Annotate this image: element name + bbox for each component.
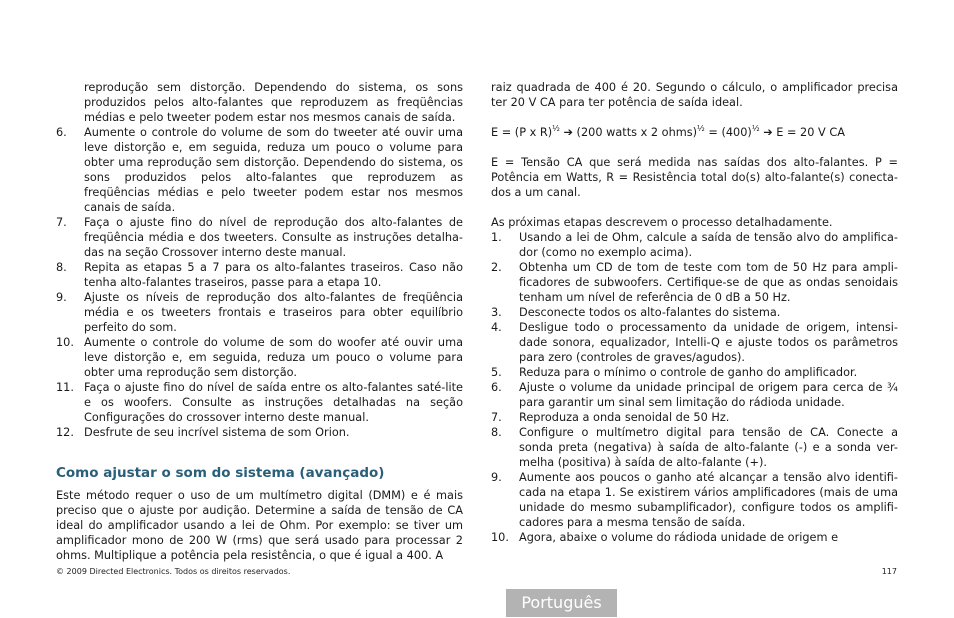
formula-part: E = (P x R) bbox=[491, 126, 553, 139]
list-number: 10. bbox=[56, 336, 74, 349]
copyright-notice: © 2009 Directed Electronics. Todos os direitos reservados. bbox=[56, 567, 291, 576]
list-text: Desfrute de seu incrível sistema de som Orion. bbox=[84, 426, 350, 439]
list-number: 3. bbox=[491, 306, 502, 319]
section-heading: Como ajustar o som do sistema (avançado) bbox=[56, 465, 385, 481]
list-item bbox=[491, 380, 898, 410]
list-number: 9. bbox=[491, 471, 502, 484]
list-text: Desconecte todos os alto-falantes do sistema. bbox=[519, 306, 781, 319]
formula-part: = (400) bbox=[704, 126, 752, 139]
list-number: 12. bbox=[56, 426, 74, 439]
list-number: 8. bbox=[56, 261, 67, 274]
list-text: Ajuste os níveis de reprodução dos alto-falantes de freqüência média e os tweeters frontais e traseiros para obter equilíbrio perfeito do som. bbox=[84, 291, 463, 334]
list-text: Obtenha um CD de tom de teste com tom de 50 Hz para ampli-ficadores de subwoofers. Certifique-se de que as ondas senoidais tenham um nível de referência de 0 dB a 50 Hz. bbox=[519, 261, 898, 304]
list-text: Configure o multímetro digital para tensão de CA. Conecte a sonda preta (negativa) à saída de alto-falante (-) e a sonda ver-melha (positiva) à saída de alto-falante (+). bbox=[519, 426, 898, 469]
list-item bbox=[56, 260, 463, 290]
list-item bbox=[491, 530, 898, 545]
page-number: 117 bbox=[881, 567, 897, 576]
list-item bbox=[491, 320, 898, 365]
formula-exponent: ½ bbox=[552, 124, 560, 133]
list-text: Ajuste o volume da unidade principal de origem para cerca de ¾ para garantir um sinal sem limitação do rádioda unidade. bbox=[519, 381, 898, 409]
list-item bbox=[491, 470, 898, 530]
list-number: 1. bbox=[491, 231, 502, 244]
language-tab: Português bbox=[506, 589, 617, 617]
formula-exponent: ½ bbox=[751, 124, 760, 133]
list-item bbox=[491, 365, 898, 380]
list-number: 11. bbox=[56, 381, 74, 394]
list-number: 4. bbox=[491, 321, 502, 334]
steps-intro: As próximas etapas descrevem o processo detalhadamente. bbox=[491, 216, 833, 229]
left-column bbox=[56, 80, 463, 563]
list-text: Usando a lei de Ohm, calcule a saída de tensão alvo do amplifica-dor (como no exemplo acima). bbox=[519, 231, 898, 259]
list-text: Aumente o controle do volume de som do woofer até ouvir uma leve distorção e, em seguida, reduza um pouco o volume para obter uma reprodução sem distorção. bbox=[84, 336, 463, 379]
list-number: 6. bbox=[56, 126, 67, 139]
list-text: Repita as etapas 5 a 7 para os alto-falantes traseiros. Caso não tenha alto-falantes traseiros, passe para a etapa 10. bbox=[84, 261, 463, 289]
continued-paragraph: reprodução sem distorção. Dependendo do sistema, os sons produzidos pelos alto-falantes que reproduzem as freqüências médias e pelo tweeter podem estar nos mesmos canais de saída. bbox=[84, 81, 463, 124]
list-number: 10. bbox=[491, 531, 509, 544]
list-item bbox=[56, 215, 463, 260]
list-text: Aumente aos poucos o ganho até alcançar a tensão alvo identifi-cada na etapa 1. Se existirem vários amplificadores (mais de uma unidade do mesmo subamplificador), configure todos os amplifi-cadores para a mesma tensão de saída. bbox=[519, 471, 898, 529]
body-paragraph: Este método requer o uso de um multímetro digital (DMM) e é mais preciso que o ajuste por audição. Determine a saída de tensão de CA ideal do amplificador usando a lei de Ohm. Por exemplo: se tiver um amplificador mono de 200 W (rms) que será usado para processar 2 ohms. Multiplique a potência pela resistência, o que é igual a 400. A bbox=[56, 489, 463, 562]
list-text: Faça o ajuste fino do nível de reprodução dos alto-falantes de freqüência média e dos tweeters. Consulte as instruções detalha-das na seção Crossover interno deste manual. bbox=[84, 216, 463, 259]
list-item bbox=[491, 410, 898, 425]
formula-exponent: ½ bbox=[697, 124, 705, 133]
list-item bbox=[56, 380, 463, 425]
continued-paragraph: raiz quadrada de 400 é 20. Segundo o cálculo, o amplificador precisa ter 20 V CA para ter potência de saída ideal. bbox=[491, 81, 898, 109]
formula-legend: E = Tensão CA que será medida nas saídas dos alto-falantes. P = Potência em Watts, R = Resistência total do(s) alto-falante(s) conecta-dos a um canal. bbox=[491, 156, 898, 199]
list-text: Reduza para o mínimo o controle de ganho do amplificador. bbox=[519, 366, 858, 379]
formula bbox=[491, 125, 898, 140]
formula-part: ➔ E = 20 V CA bbox=[759, 126, 845, 139]
list-text: Aumente o controle do volume de som do tweeter até ouvir uma leve distorção e, em seguida, reduza um pouco o volume para obter uma reprodução sem distorção. Dependendo do sistema, os sons produzidos pelos alto-falantes que reproduzem as freqüências médias e pelo tweeter podem estar nos mesmos canais de saída. bbox=[84, 126, 463, 214]
list-number: 6. bbox=[491, 381, 502, 394]
list-item bbox=[491, 425, 898, 470]
list-item bbox=[491, 260, 898, 305]
list-number: 5. bbox=[491, 366, 502, 379]
list-number: 7. bbox=[56, 216, 67, 229]
list-item bbox=[56, 125, 463, 215]
list-number: 9. bbox=[56, 291, 67, 304]
formula-part: ➔ (200 watts x 2 ohms) bbox=[559, 126, 698, 139]
list-item bbox=[491, 230, 898, 260]
list-text: Agora, abaixe o volume do rádioda unidade de origem e bbox=[519, 531, 839, 544]
list-item bbox=[56, 290, 463, 335]
list-number: 2. bbox=[491, 261, 502, 274]
list-text: Desligue todo o processamento da unidade de origem, intensi-dade sonora, equalizador, Intelli-Q e ajuste todos os parâmetros para zero (controles de graves/agudos). bbox=[519, 321, 898, 364]
list-number: 8. bbox=[491, 426, 502, 439]
list-item bbox=[56, 335, 463, 380]
list-text: Faça o ajuste fino do nível de saída entre os alto-falantes saté-lite e os woofers. Consulte as instruções detalhadas na seção Configurações do crossover interno deste manual. bbox=[84, 381, 463, 424]
list-item bbox=[56, 425, 463, 440]
list-number: 7. bbox=[491, 411, 502, 424]
list-text: Reproduza a onda senoidal de 50 Hz. bbox=[519, 411, 730, 424]
right-column bbox=[491, 80, 898, 545]
list-item bbox=[491, 305, 898, 320]
